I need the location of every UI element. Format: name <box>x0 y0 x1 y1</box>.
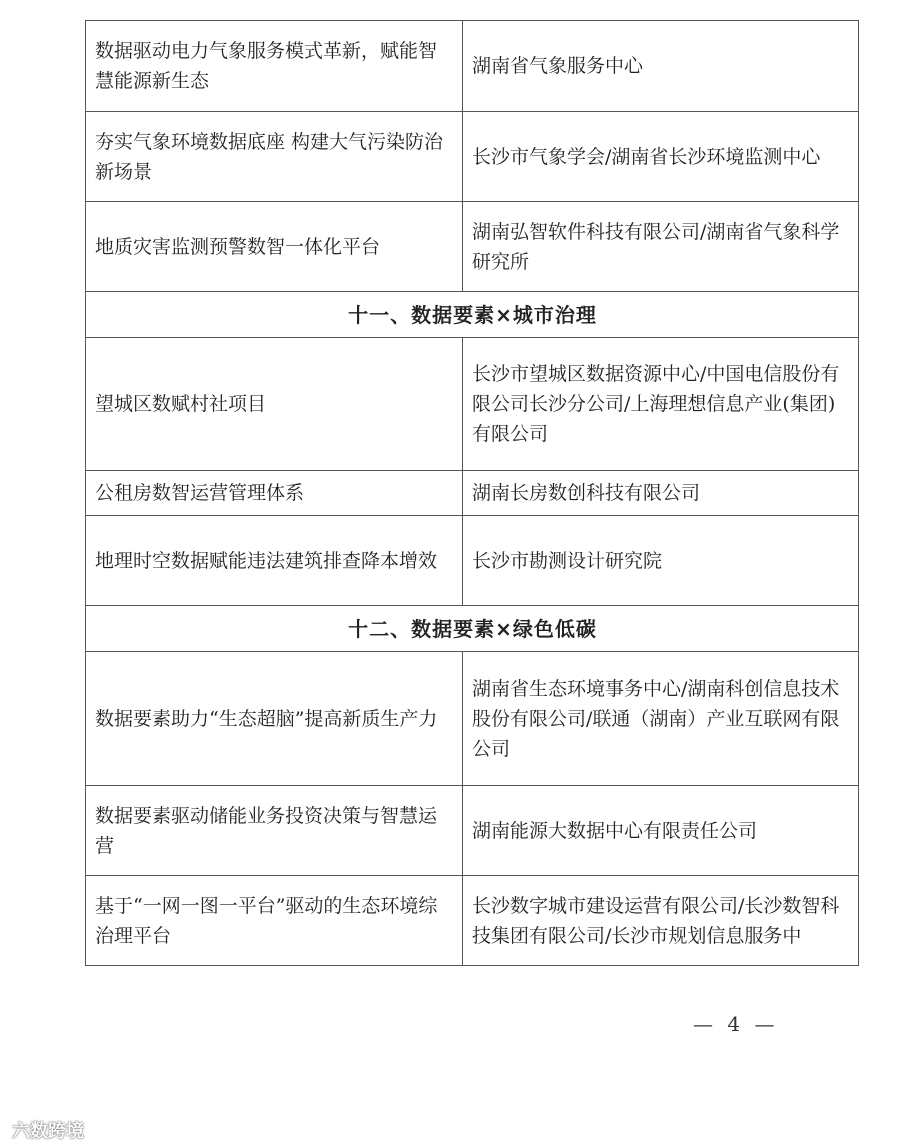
organization-cell: 湖南省生态环境事务中心/湖南科创信息技术股份有限公司/联通（湖南）产业互联网有限公司 <box>463 652 859 786</box>
project-name-cell: 夯实气象环境数据底座 构建大气污染防治新场景 <box>86 112 463 202</box>
project-name-cell: 望城区数赋村社项目 <box>86 338 463 471</box>
organization-cell: 长沙数字城市建设运营有限公司/长沙数智科技集团有限公司/长沙市规划信息服务中 <box>463 876 859 966</box>
table-row <box>86 876 859 966</box>
project-name-cell: 数据要素驱动储能业务投资决策与智慧运营 <box>86 786 463 876</box>
organization-cell: 湖南省气象服务中心 <box>463 21 859 112</box>
table-row <box>86 202 859 292</box>
section-header-row <box>86 606 859 652</box>
project-table-body <box>86 21 859 966</box>
organization-cell: 长沙市望城区数据资源中心/中国电信股份有限公司长沙分公司/上海理想信息产业(集团)有限公司 <box>463 338 859 471</box>
section-title: 十一、数据要素×城市治理 <box>86 292 859 338</box>
table-row <box>86 786 859 876</box>
table-row <box>86 112 859 202</box>
section-header-row <box>86 292 859 338</box>
table-row <box>86 338 859 471</box>
project-table <box>85 20 859 966</box>
organization-cell: 长沙市气象学会/湖南省长沙环境监测中心 <box>463 112 859 202</box>
project-name-cell: 数据要素助力“生态超脑”提高新质生产力 <box>86 652 463 786</box>
section-title: 十二、数据要素×绿色低碳 <box>86 606 859 652</box>
project-name-cell: 地质灾害监测预警数智一体化平台 <box>86 202 463 292</box>
table-row <box>86 516 859 606</box>
table-row <box>86 652 859 786</box>
organization-cell: 湖南长房数创科技有限公司 <box>463 471 859 516</box>
organization-cell: 湖南能源大数据中心有限责任公司 <box>463 786 859 876</box>
project-name-cell: 公租房数智运营管理体系 <box>86 471 463 516</box>
project-name-cell: 地理时空数据赋能违法建筑排查降本增效 <box>86 516 463 606</box>
organization-cell: 湖南弘智软件科技有限公司/湖南省气象科学研究所 <box>463 202 859 292</box>
organization-cell: 长沙市勘测设计研究院 <box>463 516 859 606</box>
project-name-cell: 基于“一网一图一平台”驱动的生态环境综治理平台 <box>86 876 463 966</box>
watermark-logo: 六数跨境 <box>12 1121 84 1142</box>
page-number: — 4 — <box>693 1012 779 1036</box>
table-row <box>86 21 859 112</box>
project-name-cell: 数据驱动电力气象服务模式革新，赋能智慧能源新生态 <box>86 21 463 112</box>
table-row <box>86 471 859 516</box>
